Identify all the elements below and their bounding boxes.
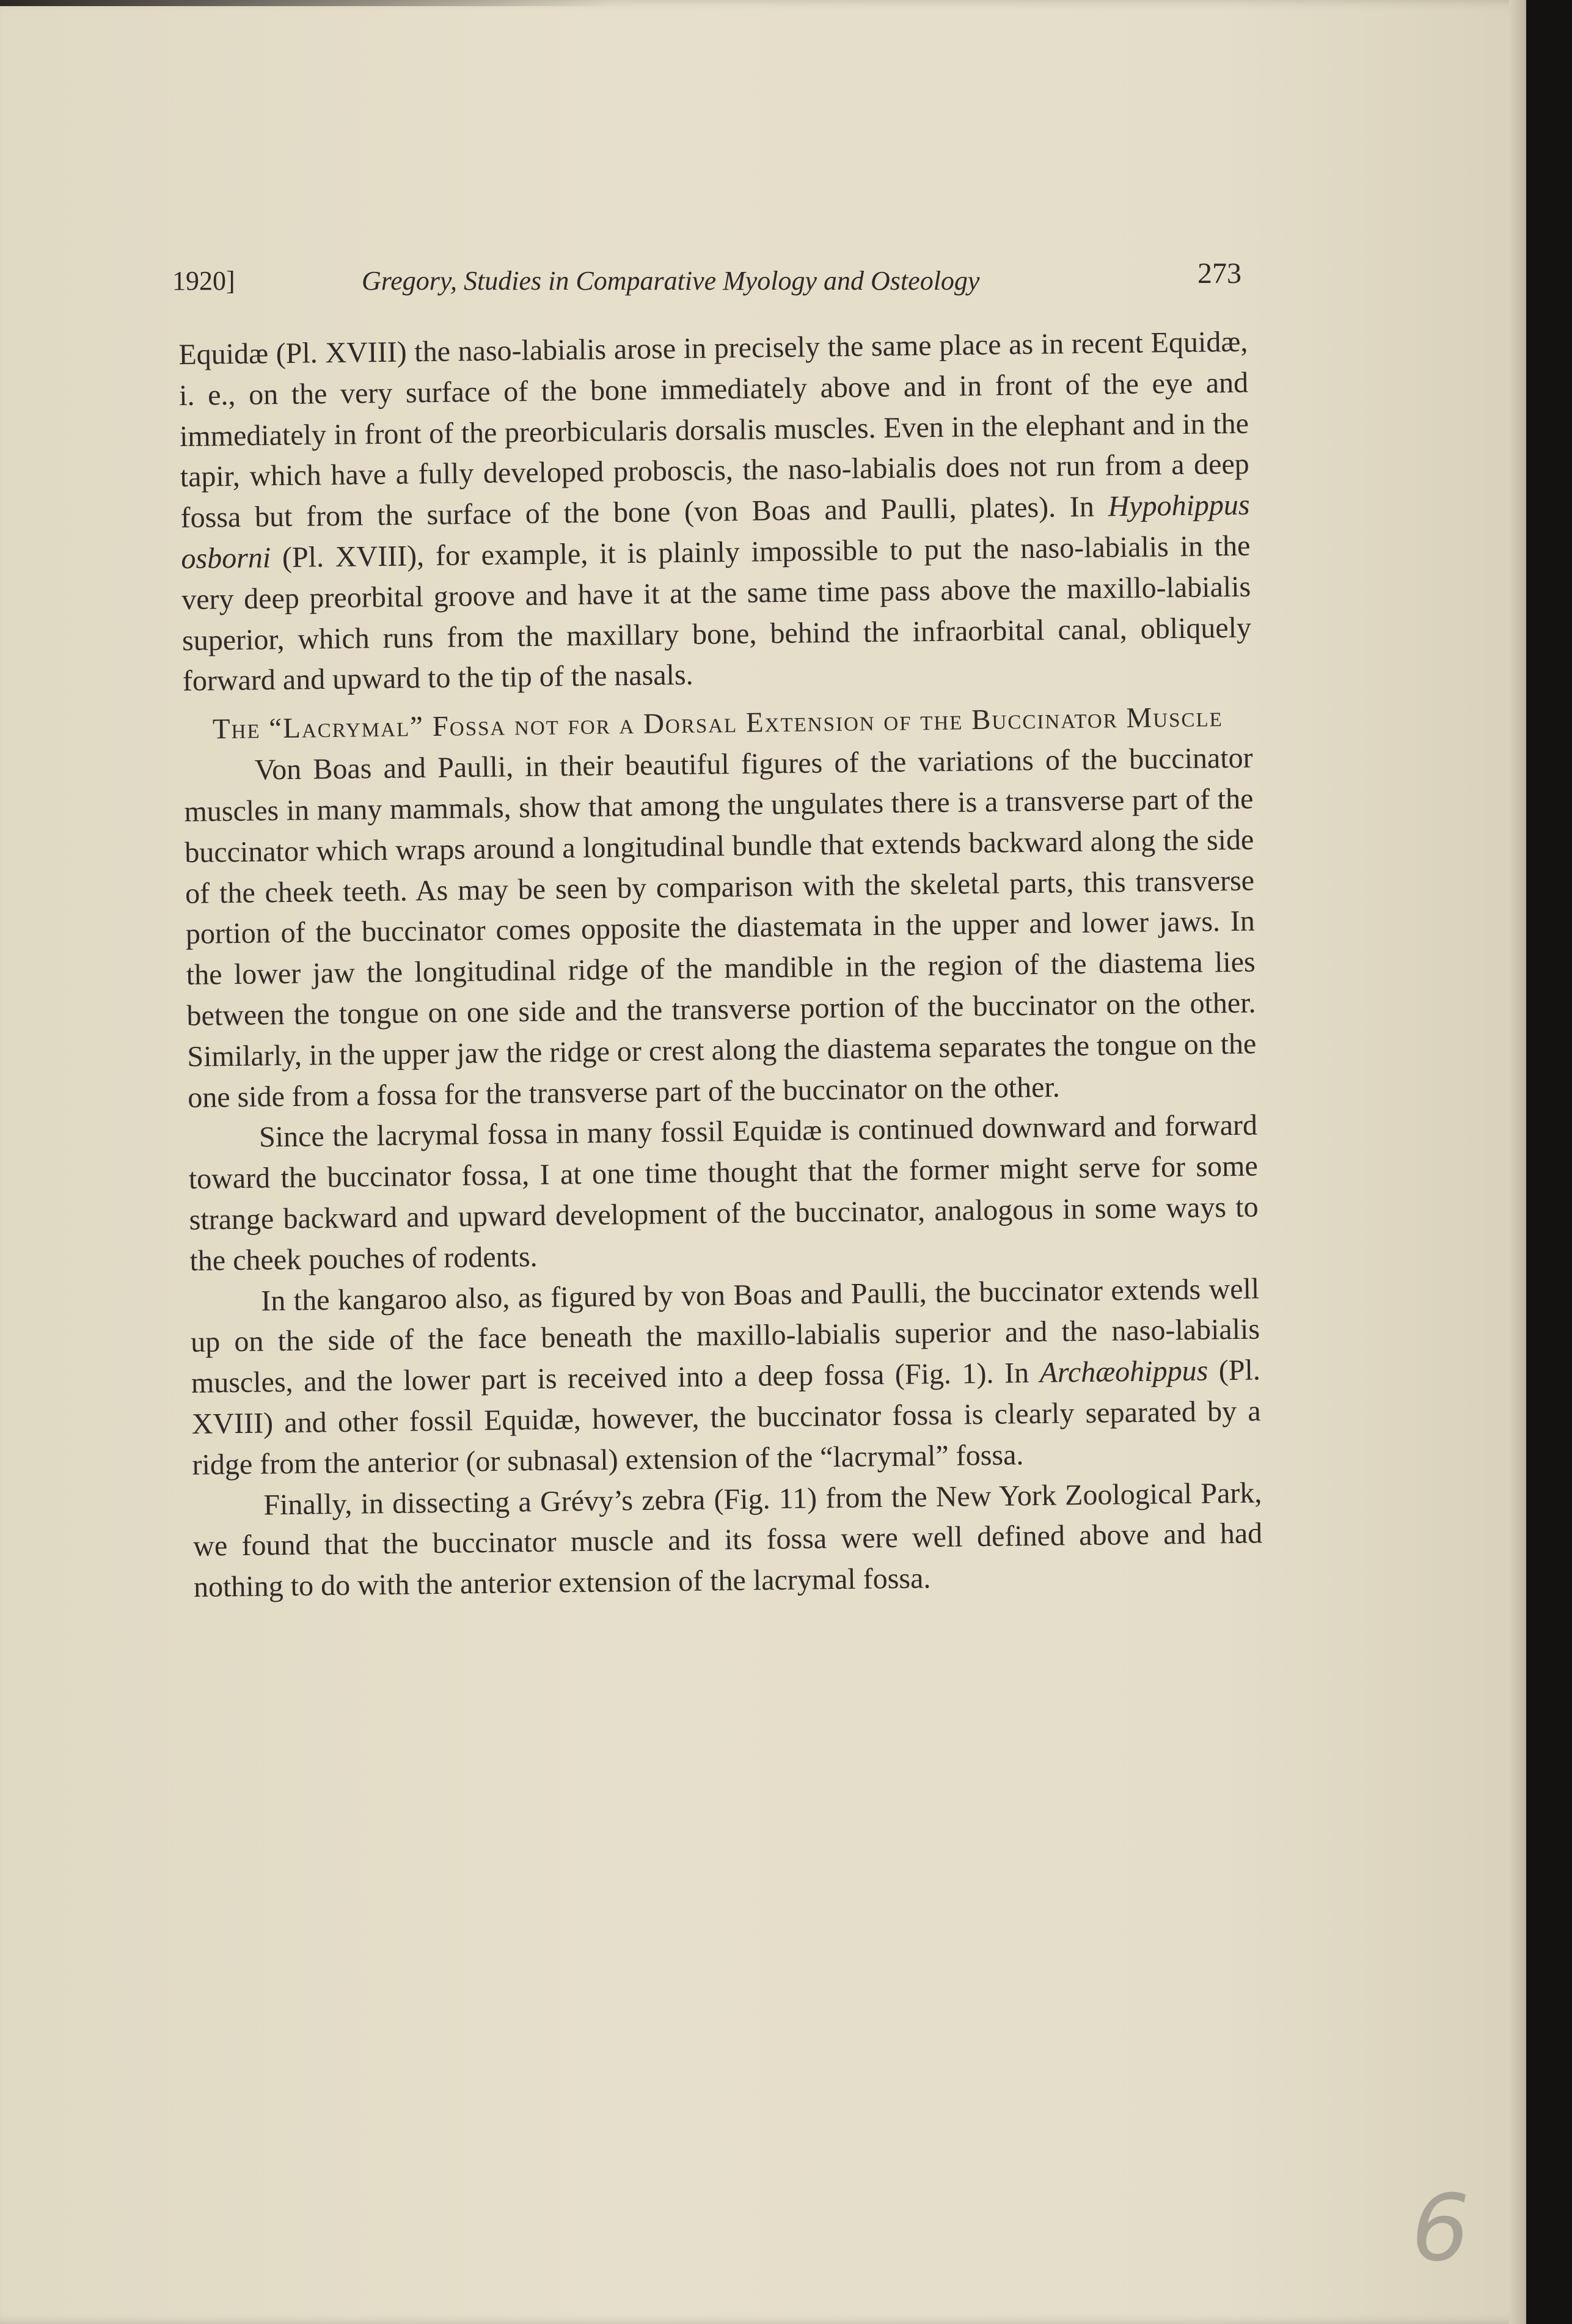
paragraph-3: Since the lacrymal fossa in many fossil Equidæ is continued downward and forward toward the buccinator fossa, I at one time thought that the former might serve for some strange backward and upward development of the buccinator, analogous in some ways to the cheek pouches of rodents. xyxy=(188,1109,1259,1277)
paragraph-2: Von Boas and Paulli, in their beautiful figures of the variations of the buccinator muscles in many mammals, show that among the ungulates there is a transverse part of the buccinator which wraps around a longitudinal bundle that extends backward along the side of the cheek teeth. As may be seen by comparison with the skeletal parts, this transverse portion of the buccinator comes opposite the diastemata in the upper and lower jaws. In the lower jaw the longitudinal ridge of the mandible in the region of the diastema lies between the tongue on one side and the transverse portion of the buccinator on the other. Similarly, in the upper jaw the ridge or crest along the diastema separates the tongue on the one side from a fossa for the transverse part of the buccinator on the other. xyxy=(184,741,1257,1114)
pencil-mark: 6 xyxy=(1411,2176,1470,2282)
page-number: 273 xyxy=(1197,257,1241,290)
header-running-title: Gregory, Studies in Comparative Myology and Osteology xyxy=(362,266,980,296)
taxon-name: Hypohippus osborni xyxy=(181,488,1250,575)
taxon-name: Archæohippus xyxy=(1039,1354,1208,1390)
page-top-shadow xyxy=(0,0,611,6)
running-header xyxy=(172,257,1241,299)
section-heading: The “Lacrymal” Fossa not for a Dorsal Extension of the Buccinator Muscle xyxy=(212,701,1224,746)
page-edge xyxy=(1509,0,1525,2324)
body-text xyxy=(178,322,1263,1608)
paragraph-1: Equidæ (Pl. XVIII) the naso-labialis arose in precisely the same place as in recent Equidæ, i. e., on the very surface of the bone immediately above and in front of the eye and immediately in front of the preorbicularis dorsalis muscles. Even in the elephant and in the tapir, which have a fully developed proboscis, the naso-labialis does not run from a deep fossa but from the surface of the bone (von Boas and Paulli, plates). In Hypohippus osborni (Pl. XVIII), for example, it is plainly impossible to put the naso-labialis in the very deep preorbital groove and have it at the same time pass above the maxillo-labialis superior, which runs from the maxillary bone, behind the infraorbital canal, obliquely forward and upward to the tip of the nasals. xyxy=(178,325,1252,698)
paragraph-4: In the kangaroo also, as figured by von Boas and Paulli, the buccinator extends well up on the side of the face beneath the maxillo-labialis superior and the naso-labialis muscles, and the lower part is received into a deep fossa (Fig. 1). In Archæohippus (Pl. XVIII) and other fossil Equidæ, however, the buccinator fossa is clearly separated by a ridge from the anterior (or subnasal) extension of the “lacrymal” fossa. xyxy=(190,1272,1261,1481)
header-year: 1920] xyxy=(172,266,235,296)
paragraph-5: Finally, in dissecting a Grévy’s zebra (Fig. 11) from the New York Zoological Park, we found that the buccinator muscle and its fossa were well defined above and had nothing to do with the anterior extension of the lacrymal fossa. xyxy=(192,1476,1263,1604)
